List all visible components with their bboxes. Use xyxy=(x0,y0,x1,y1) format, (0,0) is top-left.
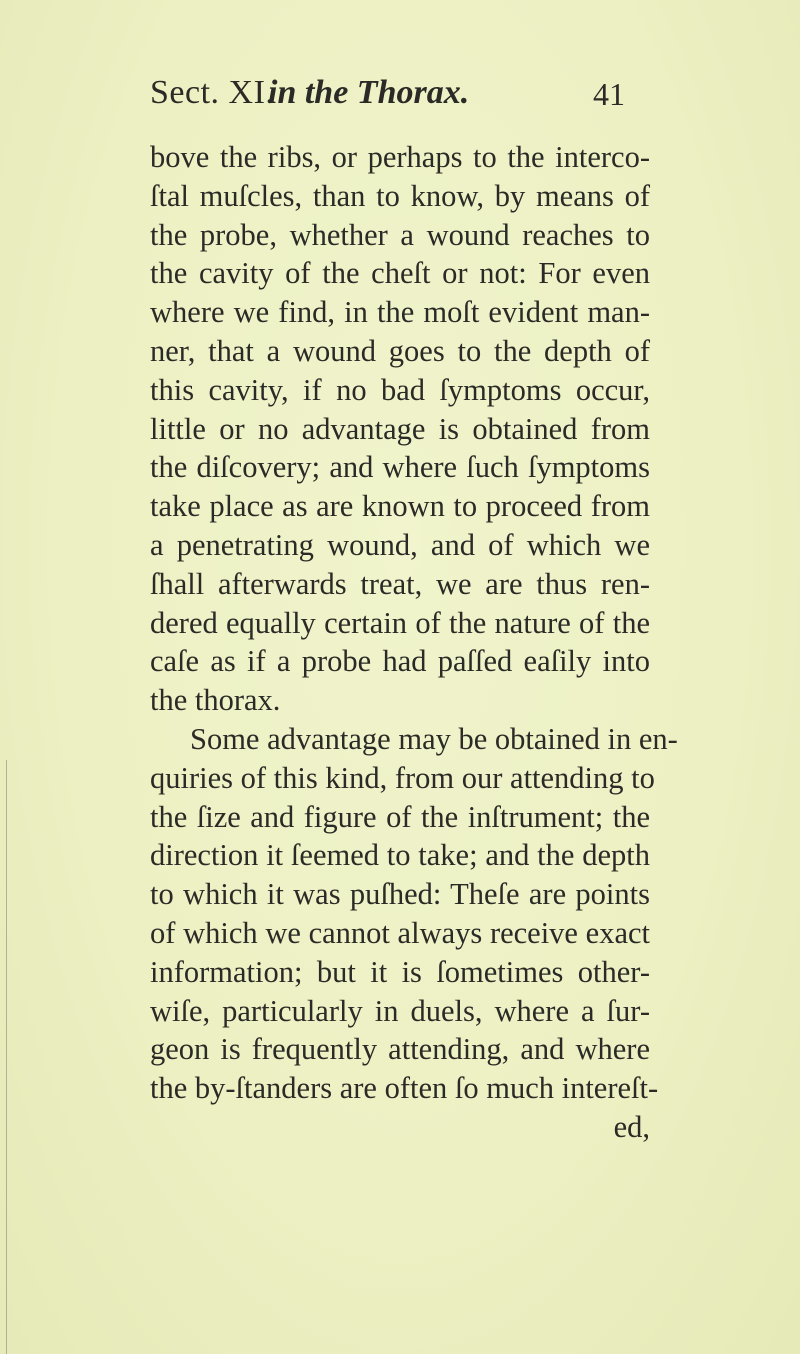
text-line: geon is frequently attending, and where xyxy=(150,1032,650,1067)
running-title: in the Thorax. xyxy=(268,74,470,111)
catchword: ed, xyxy=(613,1109,650,1144)
text-line: information; but it is ſometimes other- xyxy=(150,954,650,989)
text-line: this cavity, if no bad ſymptoms occur, xyxy=(150,372,650,407)
text-line: quiries of this kind, from our attending to xyxy=(150,760,655,795)
text-line: caſe as if a probe had paſſed eaſily into xyxy=(150,644,650,679)
text-line: Some advantage may be obtained in en- xyxy=(190,721,678,756)
text-line: dered equally certain of the nature of the xyxy=(150,605,650,640)
text-line: a penetrating wound, and of which we xyxy=(150,527,650,562)
text-line: take place as are known to proceed from xyxy=(150,489,650,524)
text-line: where we find, in the moſt evident man- xyxy=(150,295,650,330)
text-line: the probe, whether a wound reaches to xyxy=(150,217,650,252)
text-line: direction it ſeemed to take; and the depth xyxy=(150,838,650,873)
section-label: Sect. XI. xyxy=(150,74,275,111)
text-line: the cavity of the cheſt or not: For even xyxy=(150,256,650,291)
text-line: little or no advantage is obtained from xyxy=(150,411,650,446)
text-line: of which we cannot always receive exact xyxy=(150,915,650,950)
text-line: ſhall afterwards treat, we are thus ren- xyxy=(150,566,650,601)
text-line: the thorax. xyxy=(150,683,281,718)
running-header xyxy=(0,74,800,124)
text-line: to which it was puſhed: Theſe are points xyxy=(150,877,650,912)
text-line: the ſize and figure of the inſtrument; the xyxy=(150,799,650,834)
text-line: the by-ſtanders are often ſo much intereſt- xyxy=(150,1071,659,1106)
text-line: ſtal muſcles, than to know, by means of xyxy=(150,178,650,213)
page-edge xyxy=(0,760,7,1354)
text-line: ner, that a wound goes to the depth of xyxy=(150,333,650,368)
text-line: the diſcovery; and where ſuch ſymptoms xyxy=(150,450,650,485)
text-line: bove the ribs, or perhaps to the interco- xyxy=(150,140,650,174)
page-number: 41 xyxy=(593,76,625,112)
body-text xyxy=(150,138,678,1147)
text-line: wiſe, particularly in duels, where a ſur- xyxy=(150,993,650,1028)
